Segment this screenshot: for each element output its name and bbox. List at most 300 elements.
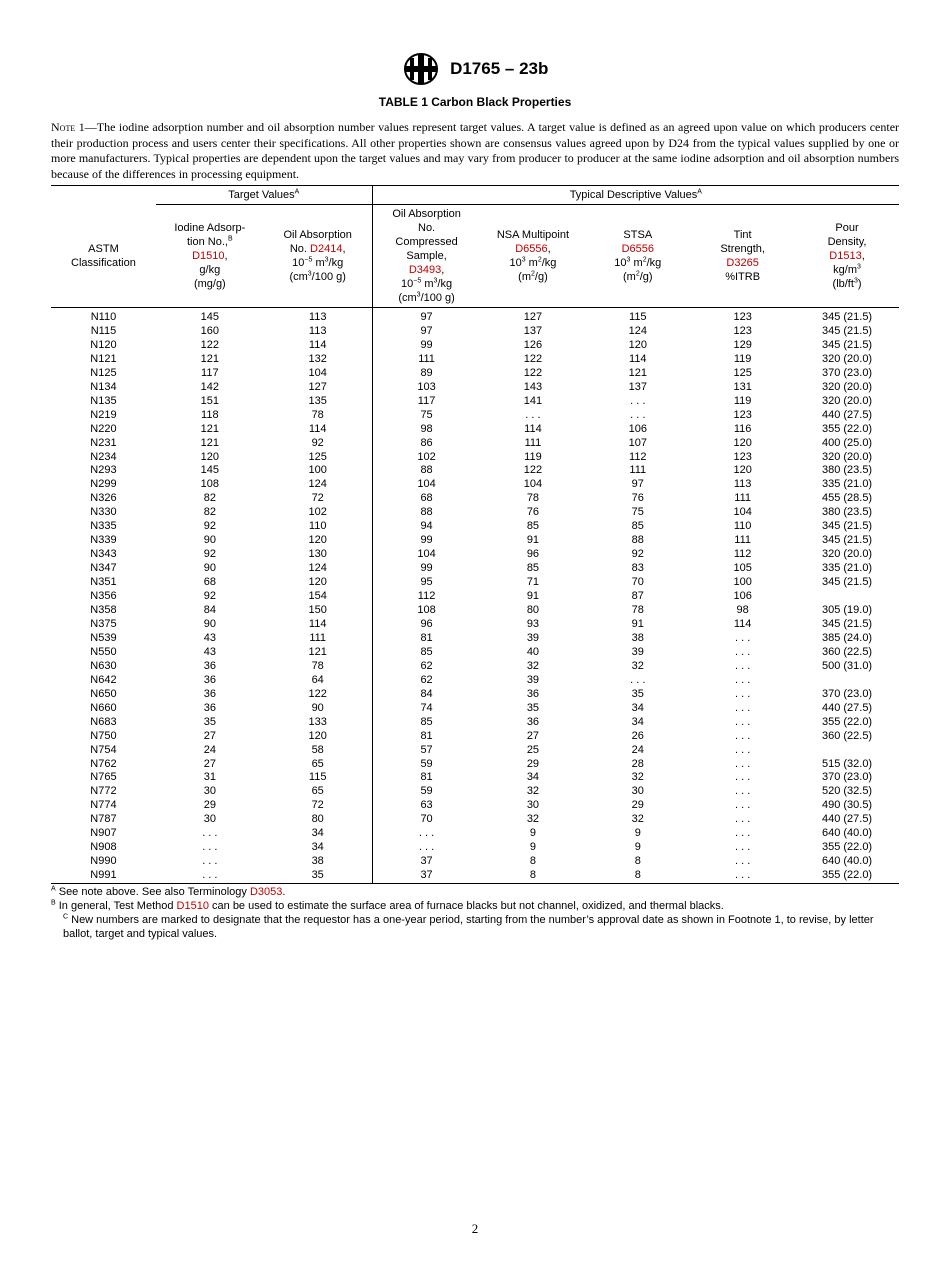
cell-nsa: 85 <box>526 520 540 533</box>
cell-classification: N907 <box>90 827 117 840</box>
cell-classification: N343 <box>90 548 117 561</box>
cell-stsa: 9 <box>634 827 641 840</box>
cell-oil-absorption: 65 <box>264 758 372 772</box>
cell-iodine: 27 <box>203 729 216 742</box>
cell-iodine: 36 <box>203 687 216 700</box>
cell-oil-absorption: 154 <box>264 590 372 604</box>
cell-classification: N683 <box>90 715 117 728</box>
table-row <box>51 869 899 883</box>
cell-tint: . . . <box>734 743 751 756</box>
cell-tint: 129 <box>733 338 752 351</box>
cell-tint: . . . <box>734 855 751 868</box>
cell-stsa: 106 <box>628 422 647 435</box>
cell-stsa: 87 <box>631 590 644 603</box>
cell-iodine: . . . <box>202 827 218 840</box>
cell-nsa: 27 <box>526 729 540 742</box>
cell-pour-density: 320 (20.0) <box>821 352 873 365</box>
cell-pour-density: 345 (21.5) <box>821 338 873 351</box>
cell-iodine: 43 <box>203 645 216 658</box>
cell-stsa: 75 <box>631 506 644 519</box>
cell-tint: 125 <box>733 366 752 379</box>
cell-tint: 123 <box>733 311 752 323</box>
cell-iodine: 27 <box>203 757 216 770</box>
cell-iodine: 92 <box>203 590 216 603</box>
cell-iodine: 82 <box>203 506 216 519</box>
cell-nsa: 8 <box>529 855 536 868</box>
cell-iodine: 92 <box>203 520 216 533</box>
cell-iodine: 29 <box>203 799 216 812</box>
cell-oil-compressed: 62 <box>420 673 433 686</box>
cell-nsa: 32 <box>526 785 540 798</box>
cell-pour-density: 345 (21.5) <box>821 311 873 323</box>
cell-oil-compressed: 89 <box>420 366 433 379</box>
cell-oil-absorption: 120 <box>264 730 372 744</box>
cell-nsa: 93 <box>526 617 540 630</box>
table-row <box>51 367 899 381</box>
cell-nsa: 35 <box>526 701 540 714</box>
cell-tint: . . . <box>734 729 751 742</box>
cell-tint: 111 <box>734 492 751 505</box>
cell-pour-density <box>795 744 899 758</box>
cell-oil-absorption: 38 <box>264 855 372 869</box>
cell-stsa: . . . <box>630 673 646 686</box>
cell-iodine: 31 <box>203 771 216 784</box>
cell-tint: 123 <box>733 450 752 463</box>
cell-pour-density: 320 (20.0) <box>821 450 873 463</box>
cell-nsa: 122 <box>523 464 543 477</box>
cell-nsa: 127 <box>523 311 543 323</box>
cell-nsa: 30 <box>526 799 540 812</box>
table-body <box>51 308 899 884</box>
cell-oil-compressed: 37 <box>420 855 433 868</box>
cell-pour-density: 380 (23.5) <box>821 464 873 477</box>
cell-pour-density: 355 (22.0) <box>821 715 873 728</box>
cell-iodine: 90 <box>203 617 216 630</box>
group-header-target: Target Values$^A$ <box>156 186 372 205</box>
cell-oil-absorption: 150 <box>264 604 372 618</box>
cell-oil-compressed: 99 <box>420 534 433 547</box>
table-row <box>51 716 899 730</box>
cell-tint: . . . <box>734 659 751 672</box>
cell-nsa: 141 <box>523 394 543 407</box>
cell-stsa: 124 <box>628 324 647 337</box>
cell-stsa: 8 <box>634 869 641 882</box>
cell-iodine: 36 <box>203 701 216 714</box>
cell-classification: N990 <box>90 855 117 868</box>
cell-oil-compressed: 103 <box>417 380 436 393</box>
cell-stsa: . . . <box>630 408 646 421</box>
cell-pour-density: 640 (40.0) <box>821 827 873 840</box>
cell-pour-density: 355 (22.0) <box>821 422 873 435</box>
footnotes <box>51 885 899 941</box>
cell-classification: N335 <box>90 520 117 533</box>
cell-iodine: 121 <box>200 422 219 435</box>
cell-oil-compressed: 98 <box>420 422 433 435</box>
cell-classification: N326 <box>90 492 117 505</box>
cell-oil-absorption: 122 <box>264 688 372 702</box>
table-row <box>51 548 899 562</box>
cell-stsa: 121 <box>628 366 647 379</box>
table-row <box>51 771 899 785</box>
cell-iodine: 84 <box>203 604 216 617</box>
cell-oil-absorption: 127 <box>264 381 372 395</box>
cell-stsa: 115 <box>629 311 647 323</box>
cell-oil-absorption: 92 <box>264 437 372 451</box>
cell-tint: 105 <box>733 562 752 575</box>
cell-iodine: 35 <box>203 715 216 728</box>
cell-tint: . . . <box>734 799 751 812</box>
cell-oil-compressed: 70 <box>420 813 433 826</box>
table-row <box>51 534 899 548</box>
document-id: D1765 – 23b <box>450 59 549 78</box>
cell-nsa: 71 <box>526 576 540 589</box>
cell-iodine: . . . <box>202 855 218 868</box>
table-title: TABLE 1 Carbon Black Properties <box>378 95 572 109</box>
ref-link-d6556[interactable]: D6556 <box>515 243 548 255</box>
cell-classification: N991 <box>90 869 117 882</box>
cell-oil-absorption: 135 <box>264 395 372 409</box>
table-row <box>51 576 899 590</box>
cell-iodine: 30 <box>203 813 216 826</box>
cell-nsa: 36 <box>526 715 540 728</box>
cell-iodine: 121 <box>200 436 219 449</box>
cell-stsa: 88 <box>631 534 644 547</box>
table-row <box>51 308 899 325</box>
cell-oil-compressed: 74 <box>420 701 433 714</box>
cell-pour-density: 320 (20.0) <box>821 548 873 561</box>
cell-tint: 98 <box>736 604 749 617</box>
cell-classification: N299 <box>90 478 117 491</box>
cell-pour-density: 305 (19.0) <box>821 604 873 617</box>
cell-tint: 104 <box>733 506 752 519</box>
cell-tint: 111 <box>734 534 751 547</box>
cell-nsa: 39 <box>526 673 540 686</box>
cell-nsa: 96 <box>526 548 540 561</box>
cell-stsa: 92 <box>631 548 644 561</box>
cell-classification: N908 <box>90 841 117 854</box>
ref-link-d2414[interactable]: D2414 <box>310 243 343 255</box>
cell-oil-absorption: 124 <box>264 478 372 492</box>
cell-classification: N219 <box>90 408 117 421</box>
cell-oil-absorption: 113 <box>264 325 372 339</box>
cell-pour-density: 335 (21.0) <box>821 562 873 575</box>
ref-link-d3265[interactable]: D3265 <box>726 257 759 269</box>
ref-link-d1510-footnote[interactable]: D1510 <box>176 900 209 912</box>
cell-oil-absorption: 100 <box>264 464 372 478</box>
cell-oil-absorption: 111 <box>264 632 372 646</box>
cell-classification: N774 <box>90 799 117 812</box>
table-row <box>51 758 899 772</box>
page-header <box>0 52 950 86</box>
cell-pour-density: 320 (20.0) <box>821 380 873 393</box>
cell-pour-density: 360 (22.5) <box>821 645 873 658</box>
cell-pour-density: 355 (22.0) <box>821 869 873 882</box>
cell-classification: N125 <box>90 366 117 379</box>
cell-stsa: 39 <box>631 645 644 658</box>
cell-tint: . . . <box>734 827 751 840</box>
cell-oil-absorption: 114 <box>264 339 372 353</box>
table-row <box>51 855 899 869</box>
cell-stsa: 120 <box>628 338 647 351</box>
ref-link-d3493[interactable]: D3493 <box>408 264 442 276</box>
cell-stsa: 35 <box>631 687 644 700</box>
cell-tint: 113 <box>733 478 752 491</box>
cell-nsa: 119 <box>524 450 542 463</box>
cell-tint: 119 <box>733 352 752 365</box>
footnote-b: $^B$ In general, Test Method D1510 can be used to estimate the surface area of furnace blacks but not channel, oxidized, and thermal blacks. <box>51 899 724 912</box>
cell-iodine: 151 <box>200 394 219 407</box>
cell-stsa: 91 <box>631 617 644 630</box>
group-header-typical: Typical Descriptive Values$^A$ <box>372 186 899 205</box>
cell-oil-absorption: 78 <box>264 660 372 674</box>
cell-oil-compressed: 99 <box>420 338 433 351</box>
cell-oil-absorption: 110 <box>264 520 372 534</box>
cell-stsa: 8 <box>634 855 641 868</box>
cell-iodine: . . . <box>202 869 218 882</box>
table-row <box>51 506 899 520</box>
cell-tint: 106 <box>733 590 752 603</box>
cell-stsa: 70 <box>631 576 644 589</box>
cell-nsa: 40 <box>526 645 540 658</box>
cell-stsa: 97 <box>631 478 644 491</box>
cell-nsa: 9 <box>529 841 536 854</box>
cell-classification: N765 <box>90 771 117 784</box>
cell-tint: 112 <box>733 548 752 561</box>
cell-pour-density: 515 (32.0) <box>821 757 873 770</box>
cell-iodine: 145 <box>200 464 219 477</box>
cell-nsa: 36 <box>526 687 540 700</box>
cell-nsa: 122 <box>523 366 543 379</box>
footnote-c: $^C$ New numbers are marked to designate that the requestor has a one-year period, starting from the number’s approval date as shown in Footnote 1, to revise, by letter ballot, target and typical values. <box>63 913 874 940</box>
cell-iodine: 160 <box>200 324 219 337</box>
cell-oil-compressed: 85 <box>420 715 433 728</box>
cell-pour-density: 335 (21.0) <box>821 478 873 491</box>
ref-link-d1513[interactable]: D1513 <box>829 250 862 262</box>
col-header-stsa: STSA D6556 $10^3$ $m^2/kg$ $(m^2/g)$ <box>585 205 690 308</box>
cell-oil-compressed: 112 <box>417 590 436 603</box>
cell-oil-absorption: 35 <box>264 869 372 883</box>
cell-nsa: 122 <box>523 352 543 365</box>
page-number: 2 <box>471 1221 479 1236</box>
table-row <box>51 674 899 688</box>
col-header-iodine: Iodine Adsorp- tion No.,$^B$ D1510, g/kg (mg/g) <box>156 205 264 308</box>
cell-oil-compressed: . . . <box>418 827 435 840</box>
cell-nsa: 29 <box>526 757 540 770</box>
cell-nsa: 8 <box>529 869 536 882</box>
cell-oil-compressed: 81 <box>420 729 433 742</box>
cell-oil-compressed: 37 <box>420 869 433 882</box>
cell-nsa: . . . <box>525 408 541 421</box>
col-header-classification: ASTM Classification <box>51 205 156 308</box>
cell-classification: N358 <box>90 604 117 617</box>
cell-nsa: 143 <box>523 380 543 393</box>
cell-oil-compressed: 57 <box>420 743 433 756</box>
cell-stsa: 76 <box>631 492 644 505</box>
cell-pour-density: 455 (28.5) <box>821 492 873 505</box>
cell-tint: . . . <box>734 701 751 714</box>
col-header-tint: Tint Strength, D3265 %ITRB <box>690 205 795 308</box>
cell-stsa: 107 <box>628 436 647 449</box>
cell-pour-density: 520 (32.5) <box>821 785 873 798</box>
cell-classification: N375 <box>90 617 117 630</box>
cell-tint: 131 <box>733 380 752 393</box>
cell-oil-compressed: 111 <box>418 352 435 365</box>
cell-oil-compressed: 63 <box>420 799 433 812</box>
cell-stsa: 114 <box>629 352 647 365</box>
cell-iodine: 142 <box>200 380 219 393</box>
cell-tint: 110 <box>733 520 752 533</box>
cell-pour-density: 355 (22.0) <box>821 841 873 854</box>
cell-oil-absorption: 130 <box>264 548 372 562</box>
cell-pour-density <box>795 674 899 688</box>
cell-stsa: 34 <box>631 715 644 728</box>
cell-stsa: 24 <box>631 743 644 756</box>
cell-oil-compressed: 62 <box>420 659 433 672</box>
cell-pour-density: 400 (25.0) <box>821 436 873 449</box>
cell-iodine: . . . <box>202 841 218 854</box>
cell-oil-absorption: 115 <box>264 771 372 785</box>
cell-iodine: 122 <box>200 338 219 351</box>
cell-nsa: 126 <box>523 338 543 351</box>
table-row <box>51 520 899 534</box>
cell-oil-absorption: 78 <box>264 409 372 423</box>
cell-classification: N650 <box>90 687 117 700</box>
cell-tint: 114 <box>733 617 752 630</box>
cell-oil-compressed: 85 <box>420 645 433 658</box>
cell-stsa: 29 <box>631 799 644 812</box>
cell-classification: N754 <box>90 743 117 756</box>
table-row <box>51 785 899 799</box>
cell-pour-density: 440 (27.5) <box>821 408 873 421</box>
cell-oil-absorption: 113 <box>264 308 372 325</box>
cell-pour-density: 380 (23.5) <box>821 506 873 519</box>
cell-tint: . . . <box>734 645 751 658</box>
cell-pour-density: 345 (21.5) <box>821 324 873 337</box>
astm-logo <box>402 52 440 86</box>
cell-pour-density: 370 (23.0) <box>821 366 873 379</box>
cell-iodine: 36 <box>203 673 216 686</box>
cell-nsa: 76 <box>526 506 540 519</box>
col-header-oil-absorption: Oil Absorption No. D2414, $10^{-5}$ $m^3/kg$ ($cm^3/100$ g) <box>264 205 372 308</box>
cell-nsa: 78 <box>526 492 540 505</box>
cell-classification: N330 <box>90 506 117 519</box>
cell-classification: N293 <box>90 464 117 477</box>
cell-iodine: 90 <box>203 534 216 547</box>
table-row <box>51 395 899 409</box>
cell-nsa: 91 <box>526 590 540 603</box>
cell-classification: N134 <box>90 380 117 393</box>
table-row <box>51 702 899 716</box>
cell-nsa: 25 <box>526 743 540 756</box>
table-row <box>51 688 899 702</box>
table-row <box>51 841 899 855</box>
cell-oil-absorption: 124 <box>264 562 372 576</box>
cell-oil-absorption: 120 <box>264 534 372 548</box>
cell-oil-compressed: 81 <box>420 631 433 644</box>
table-row <box>51 353 899 367</box>
cell-classification: N630 <box>90 659 117 672</box>
cell-oil-absorption: 102 <box>264 506 372 520</box>
cell-nsa: 9 <box>529 827 536 840</box>
cell-nsa: 85 <box>526 562 540 575</box>
cell-nsa: 34 <box>526 771 540 784</box>
cell-oil-absorption: 125 <box>264 451 372 465</box>
cell-classification: N642 <box>90 673 117 686</box>
cell-iodine: 121 <box>200 352 219 365</box>
cell-nsa: 80 <box>526 604 540 617</box>
footnote-a: $^A$ See note above. See also Terminology D3053. <box>51 885 286 898</box>
cell-oil-compressed: 94 <box>420 520 433 533</box>
cell-stsa: 9 <box>634 841 641 854</box>
table-row <box>51 730 899 744</box>
table-row <box>51 632 899 646</box>
cell-tint: 120 <box>733 464 752 477</box>
cell-stsa: . . . <box>630 394 646 407</box>
cell-iodine: 90 <box>203 562 216 575</box>
cell-oil-compressed: 88 <box>420 464 433 477</box>
carbon-black-table <box>51 185 899 884</box>
cell-classification: N750 <box>90 729 117 742</box>
cell-iodine: 118 <box>201 408 219 421</box>
ref-link-d1510[interactable]: D1510 <box>192 250 225 262</box>
cell-oil-compressed: 68 <box>420 492 433 505</box>
cell-classification: N220 <box>90 422 117 435</box>
cell-iodine: 82 <box>203 492 216 505</box>
cell-tint: . . . <box>734 771 751 784</box>
cell-stsa: 34 <box>631 701 644 714</box>
table-row <box>51 660 899 674</box>
cell-classification: N539 <box>90 631 117 644</box>
cell-classification: N351 <box>90 576 117 589</box>
cell-iodine: 36 <box>203 659 216 672</box>
table-row <box>51 827 899 841</box>
cell-oil-absorption: 72 <box>264 492 372 506</box>
cell-pour-density: 345 (21.5) <box>821 576 873 589</box>
cell-stsa: 30 <box>631 785 644 798</box>
cell-tint: 123 <box>733 408 752 421</box>
cell-tint: 119 <box>733 394 752 407</box>
cell-pour-density: 385 (24.0) <box>821 631 873 644</box>
cell-classification: N762 <box>90 757 117 770</box>
cell-classification: N550 <box>90 645 117 658</box>
cell-stsa: 38 <box>631 631 644 644</box>
ref-link-d3053[interactable]: D3053 <box>249 886 283 898</box>
cell-iodine: 24 <box>203 743 216 756</box>
cell-oil-absorption: 34 <box>264 827 372 841</box>
cell-oil-absorption: 133 <box>264 716 372 730</box>
cell-pour-density: 320 (20.0) <box>821 394 873 407</box>
cell-oil-absorption: 72 <box>264 799 372 813</box>
table-row <box>51 590 899 604</box>
cell-oil-compressed: 95 <box>420 576 433 589</box>
cell-oil-absorption: 121 <box>264 646 372 660</box>
cell-stsa: 137 <box>628 380 647 393</box>
cell-tint: 123 <box>733 324 752 337</box>
table-row <box>51 409 899 423</box>
table-row <box>51 618 899 632</box>
cell-stsa: 32 <box>631 659 644 672</box>
cell-stsa: 111 <box>629 464 647 477</box>
cell-oil-absorption: 120 <box>264 576 372 590</box>
cell-pour-density: 345 (21.5) <box>821 617 873 630</box>
cell-iodine: 108 <box>200 478 219 491</box>
cell-nsa: 114 <box>524 422 542 435</box>
cell-stsa: 83 <box>631 562 644 575</box>
cell-oil-absorption: 114 <box>264 423 372 437</box>
cell-classification: N660 <box>90 701 117 714</box>
ref-link-d6556-stsa[interactable]: D6556 <box>621 243 654 255</box>
cell-stsa: 32 <box>631 771 644 784</box>
